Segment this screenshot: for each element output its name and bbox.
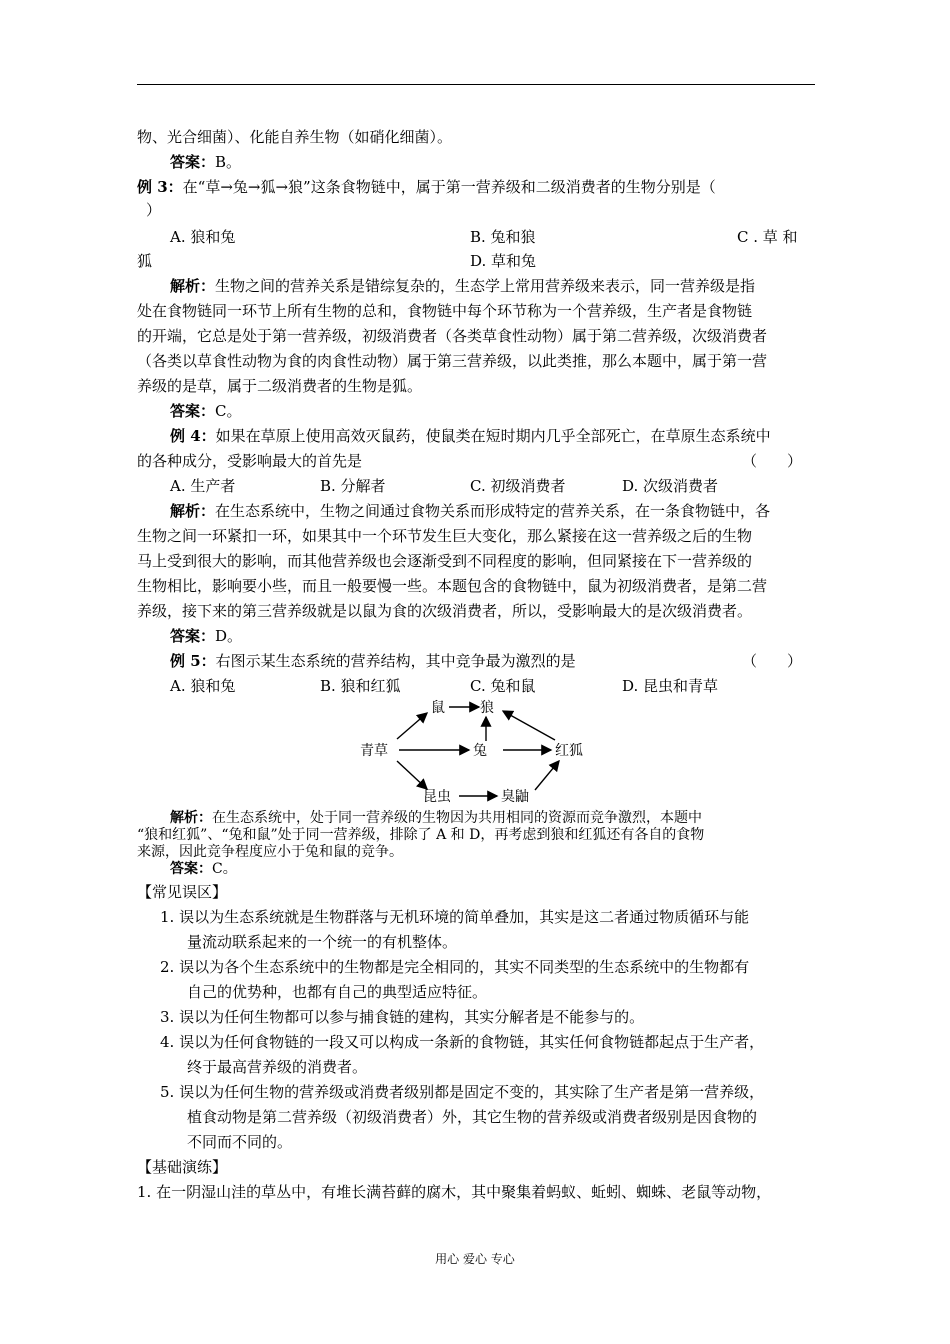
ex3-analysis-l5: 养级的是草，属于二级消费者的生物是狐。: [137, 377, 423, 395]
ex4-analysis-l3: 马上受到很大的影响，而其他营养级也会逐渐受到不同程度的影响，但同紧接在下一营养级的: [137, 552, 753, 570]
misconceptions-heading: 【常见误区】: [137, 883, 228, 901]
misconception-4: 4. 误以为任何食物链的一段又可以构成一条新的食物链，其实任何食物链都起点于生产者，: [160, 1033, 765, 1051]
ex4-answer-blank: （ ）: [742, 452, 803, 470]
node-mouse: 鼠: [431, 700, 445, 716]
ex5-answer-blank: （ ）: [742, 652, 803, 670]
ex5-analysis-l2: “狼和红狐”、“兔和鼠”处于同一营养级，排除了 A 和 D，再考虑到狼和红狐还有各自的食物: [137, 827, 705, 843]
ex3-option-b: B. 兔和狼: [470, 228, 536, 246]
ex3-option-d: D. 草和兔: [470, 252, 537, 270]
ex3-option-a: A. 狼和兔: [170, 228, 236, 246]
node-wolf: 狼: [480, 700, 494, 716]
node-grass: 青草: [360, 743, 388, 759]
ex4-analysis-l2: 生物之间一环紧扣一环，如果其中一个环节发生巨大变化，那么紧接在这一营养级之后的生物: [137, 527, 753, 545]
answer-prev: 答案：B。: [170, 153, 242, 171]
practice-q1: 1. 在一阴湿山洼的草丛中，有堆长满苔藓的腐木，其中聚集着蚂蚁、蚯蚓、蜘蛛、老鼠等动物，: [137, 1183, 772, 1201]
ex3-option-c-cont: 狐: [137, 252, 153, 270]
misconception-5-cont: 植食动物是第二营养级（初级消费者）外，其它生物的营养级或消费者级别是因食物的: [187, 1108, 758, 1126]
ex4-option-a: A. 生产者: [170, 477, 236, 495]
arrow-fox-to-wolf: [503, 711, 555, 740]
misconception-2-cont: 自己的优势种，也都有自己的典型适应特征。: [187, 983, 488, 1001]
ex5-answer: 答案：C。: [170, 861, 237, 877]
practice-heading: 【基础演练】: [137, 1158, 228, 1176]
page-footer: 用心 爱心 专心: [435, 1252, 515, 1266]
arrow-toad-to-fox: [535, 761, 559, 790]
ex4-analysis-l5: 养级，接下来的第三营养级就是以鼠为食的次级消费者，所以，受影响最大的是次级消费者。: [137, 602, 753, 620]
ex3-analysis-l4: （各类以草食性动物为食的肉食性动物）属于第三营养级，以此类推，那么本题中，属于第一营: [137, 352, 768, 370]
ex4-option-c: C. 初级消费者: [470, 477, 566, 495]
ex5-analysis-l3: 来源，因此竞争程度应小于兔和鼠的竞争。: [137, 844, 403, 860]
ex4-answer: 答案：D。: [170, 627, 243, 645]
ex3-stem: 例 3：在“草→兔→狐→狼”这条食物链中，属于第一营养级和二级消费者的生物分别是（: [137, 178, 716, 196]
ex5-analysis: 解析：在生态系统中，处于同一营养级的生物因为共用相同的资源而竞争激烈，本题中: [170, 810, 702, 826]
ex4-option-b: B. 分解者: [320, 477, 386, 495]
arrow-grass-to-mouse: [397, 713, 427, 739]
misconception-1-cont: 量流动联系起来的一个统一的有机整体。: [187, 933, 458, 951]
misconception-4-cont: 终于最高营养级的消费者。: [187, 1058, 368, 1076]
food-web-diagram: [355, 695, 595, 810]
ex4-analysis: 解析：在生态系统中，生物之间通过食物关系而形成特定的营养关系，在一条食物链中，各: [170, 502, 771, 520]
ex3-stem-end: ）: [146, 201, 162, 219]
header-rule: [137, 84, 815, 85]
misconception-1: 1. 误以为生态系统就是生物群落与无机环境的简单叠加，其实是这二者通过物质循环与能: [160, 908, 750, 926]
ex4-analysis-l4: 生物相比，影响要小些，而且一般要慢一些。本题包含的食物链中，鼠为初级消费者，是第二营: [137, 577, 768, 595]
node-insect: 昆虫: [423, 789, 451, 805]
ex3-option-c: C . 草 和: [737, 228, 798, 246]
node-rabbit: 兔: [473, 743, 487, 759]
node-toad: 臭鼬: [501, 789, 529, 805]
node-fox: 红狐: [555, 743, 583, 759]
ex5-option-a: A. 狼和兔: [170, 677, 236, 695]
ex4-stem-l2: 的各种成分，受影响最大的首先是: [137, 452, 363, 470]
misconception-5-cont2: 不同而不同的。: [187, 1133, 293, 1151]
ex3-analysis-l2: 处在食物链同一环节上所有生物的总和，食物链中每个环节称为一个营养级，生产者是食物链: [137, 302, 753, 320]
ex4-stem: 例 4：如果在草原上使用高效灭鼠药，使鼠类在短时期内几乎全部死亡，在草原生态系统中: [170, 427, 771, 445]
ex5-option-d: D. 昆虫和青草: [622, 677, 719, 695]
ex3-analysis: 解析：生物之间的营养关系是错综复杂的，生态学上常用营养级来表示，同一营养级是指: [170, 277, 756, 295]
ex5-option-c: C. 兔和鼠: [470, 677, 536, 695]
ex3-analysis-l3: 的开端，它总是处于第一营养级，初级消费者（各类草食性动物）属于第二营养级，次级消费者: [137, 327, 768, 345]
ex5-stem: 例 5：右图示某生态系统的营养结构，其中竞争最为激烈的是: [170, 652, 576, 670]
misconception-2: 2. 误以为各个生态系统中的生物都是完全相同的，其实不同类型的生态系统中的生物都有: [160, 958, 750, 976]
ex3-answer: 答案：C。: [170, 402, 242, 420]
ex5-option-b: B. 狼和红狐: [320, 677, 401, 695]
ex4-option-d: D. 次级消费者: [622, 477, 719, 495]
misconception-3: 3. 误以为任何生物都可以参与捕食链的建构，其实分解者是不能参与的。: [160, 1008, 645, 1026]
intro-line: 物、光合细菌）、化能自养生物（如硝化细菌）。: [137, 128, 453, 146]
misconception-5: 5. 误以为任何生物的营养级或消费者级别都是固定不变的，其实除了生产者是第一营养级，: [160, 1083, 765, 1101]
arrow-grass-to-insect: [397, 761, 427, 789]
